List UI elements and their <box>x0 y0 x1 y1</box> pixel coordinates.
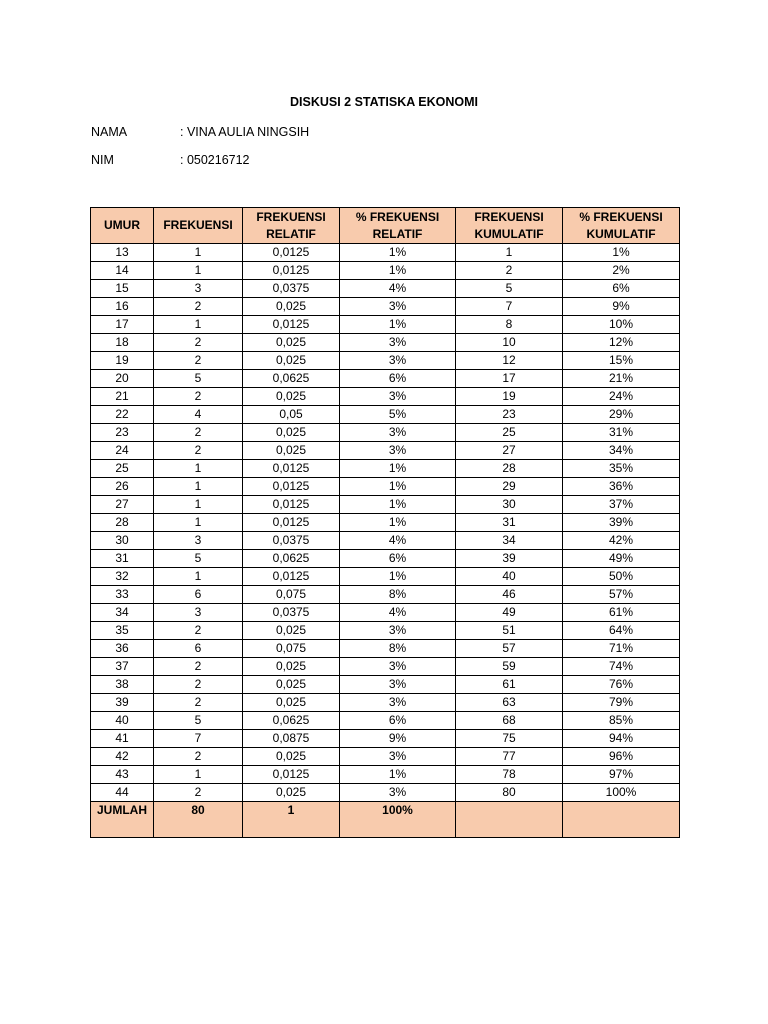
cell-umur: 25 <box>91 460 154 478</box>
cell-pct-relatif: 3% <box>340 784 456 802</box>
cell-kumulatif: 31 <box>456 514 563 532</box>
cell-kumulatif: 8 <box>456 316 563 334</box>
cell-pct-relatif: 1% <box>340 766 456 784</box>
cell-frekuensi-relatif: 0,0125 <box>243 460 340 478</box>
cell-pct-kumulatif: 50% <box>563 568 680 586</box>
cell-pct-kumulatif: 12% <box>563 334 680 352</box>
cell-frekuensi: 1 <box>154 316 243 334</box>
cell-umur: 32 <box>91 568 154 586</box>
cell-frekuensi: 1 <box>154 766 243 784</box>
cell-frekuensi: 1 <box>154 514 243 532</box>
cell-umur: 16 <box>91 298 154 316</box>
cell-kumulatif: 46 <box>456 586 563 604</box>
table-row <box>91 712 680 730</box>
cell-pct-kumulatif: 35% <box>563 460 680 478</box>
cell-frekuensi-relatif: 0,0125 <box>243 316 340 334</box>
table-row <box>91 766 680 784</box>
cell-umur: 15 <box>91 280 154 298</box>
table-row <box>91 460 680 478</box>
cell-frekuensi-relatif: 0,025 <box>243 658 340 676</box>
cell-frekuensi: 4 <box>154 406 243 424</box>
cell-kumulatif: 30 <box>456 496 563 514</box>
cell-frekuensi-relatif: 0,0125 <box>243 244 340 262</box>
cell-frekuensi-relatif: 0,025 <box>243 694 340 712</box>
cell-pct-relatif: 3% <box>340 424 456 442</box>
cell-frekuensi-relatif: 0,05 <box>243 406 340 424</box>
frequency-table <box>90 207 680 838</box>
cell-kumulatif: 29 <box>456 478 563 496</box>
cell-frekuensi-relatif: 0,0875 <box>243 730 340 748</box>
cell-frekuensi-relatif: 0,025 <box>243 748 340 766</box>
cell-umur: 22 <box>91 406 154 424</box>
cell-kumulatif: 28 <box>456 460 563 478</box>
cell-pct-relatif: 1% <box>340 478 456 496</box>
cell-pct-relatif: 9% <box>340 730 456 748</box>
cell-kumulatif: 12 <box>456 352 563 370</box>
cell-pct-relatif: 1% <box>340 460 456 478</box>
cell-frekuensi-relatif: 0,0625 <box>243 712 340 730</box>
cell-pct-kumulatif: 100% <box>563 784 680 802</box>
nama-label: NAMA <box>91 125 128 139</box>
cell-frekuensi: 2 <box>154 298 243 316</box>
cell-pct-relatif: 1% <box>340 316 456 334</box>
cell-frekuensi: 6 <box>154 640 243 658</box>
table-row <box>91 694 680 712</box>
cell-kumulatif: 59 <box>456 658 563 676</box>
cell-umur: 42 <box>91 748 154 766</box>
cell-pct-kumulatif: 9% <box>563 298 680 316</box>
cell-umur: 18 <box>91 334 154 352</box>
cell-frekuensi: 2 <box>154 748 243 766</box>
cell-frekuensi-relatif: 0,025 <box>243 442 340 460</box>
total-row <box>91 802 680 838</box>
cell-kumulatif: 19 <box>456 388 563 406</box>
cell-frekuensi: 1 <box>154 478 243 496</box>
table-row <box>91 424 680 442</box>
cell-pct-relatif: 3% <box>340 442 456 460</box>
cell-umur: 19 <box>91 352 154 370</box>
cell-kumulatif: 25 <box>456 424 563 442</box>
cell-pct-relatif: 3% <box>340 748 456 766</box>
cell-pct-relatif: 6% <box>340 550 456 568</box>
cell-kumulatif: 1 <box>456 244 563 262</box>
cell-pct-relatif: 1% <box>340 262 456 280</box>
cell-frekuensi: 5 <box>154 712 243 730</box>
cell-pct-kumulatif: 24% <box>563 388 680 406</box>
cell-pct-relatif: 3% <box>340 352 456 370</box>
cell-frekuensi-relatif: 0,025 <box>243 622 340 640</box>
cell-kumulatif: 10 <box>456 334 563 352</box>
cell-umur: 36 <box>91 640 154 658</box>
header-frekuensi-kumulatif: FREKUENSI KUMULATIF <box>456 208 563 244</box>
table-row <box>91 334 680 352</box>
table-row <box>91 316 680 334</box>
cell-pct-kumulatif: 34% <box>563 442 680 460</box>
cell-frekuensi: 1 <box>154 568 243 586</box>
total-pct-relatif: 100% <box>340 802 456 838</box>
cell-kumulatif: 57 <box>456 640 563 658</box>
cell-umur: 31 <box>91 550 154 568</box>
cell-pct-kumulatif: 1% <box>563 244 680 262</box>
cell-frekuensi: 1 <box>154 496 243 514</box>
cell-frekuensi-relatif: 0,0625 <box>243 370 340 388</box>
cell-pct-kumulatif: 79% <box>563 694 680 712</box>
cell-pct-relatif: 3% <box>340 622 456 640</box>
cell-frekuensi: 2 <box>154 658 243 676</box>
table-row <box>91 586 680 604</box>
table-row <box>91 550 680 568</box>
cell-kumulatif: 80 <box>456 784 563 802</box>
cell-frekuensi-relatif: 0,0125 <box>243 262 340 280</box>
cell-kumulatif: 5 <box>456 280 563 298</box>
cell-kumulatif: 49 <box>456 604 563 622</box>
cell-frekuensi: 1 <box>154 244 243 262</box>
cell-frekuensi: 2 <box>154 676 243 694</box>
cell-umur: 40 <box>91 712 154 730</box>
cell-umur: 17 <box>91 316 154 334</box>
cell-pct-relatif: 3% <box>340 388 456 406</box>
cell-umur: 34 <box>91 604 154 622</box>
cell-pct-relatif: 3% <box>340 334 456 352</box>
cell-frekuensi: 2 <box>154 424 243 442</box>
cell-frekuensi: 1 <box>154 460 243 478</box>
cell-frekuensi-relatif: 0,025 <box>243 334 340 352</box>
cell-kumulatif: 78 <box>456 766 563 784</box>
cell-kumulatif: 34 <box>456 532 563 550</box>
cell-pct-kumulatif: 64% <box>563 622 680 640</box>
cell-pct-kumulatif: 31% <box>563 424 680 442</box>
table-row <box>91 532 680 550</box>
document-title: DISKUSI 2 STATISKA EKONOMI <box>290 95 478 109</box>
table-row <box>91 568 680 586</box>
cell-pct-relatif: 3% <box>340 676 456 694</box>
table-row <box>91 370 680 388</box>
cell-frekuensi: 2 <box>154 334 243 352</box>
header-frekuensi-relatif: FREKUENSI RELATIF <box>243 208 340 244</box>
table-row <box>91 604 680 622</box>
cell-kumulatif: 17 <box>456 370 563 388</box>
cell-frekuensi-relatif: 0,0125 <box>243 496 340 514</box>
cell-frekuensi: 5 <box>154 370 243 388</box>
cell-frekuensi-relatif: 0,075 <box>243 640 340 658</box>
nim-label: NIM <box>91 153 114 167</box>
table-row <box>91 244 680 262</box>
table-row <box>91 388 680 406</box>
header-umur: UMUR <box>91 208 154 244</box>
cell-pct-relatif: 1% <box>340 568 456 586</box>
table-row <box>91 640 680 658</box>
cell-umur: 41 <box>91 730 154 748</box>
cell-kumulatif: 77 <box>456 748 563 766</box>
cell-umur: 38 <box>91 676 154 694</box>
cell-pct-kumulatif: 61% <box>563 604 680 622</box>
cell-frekuensi: 3 <box>154 280 243 298</box>
cell-umur: 21 <box>91 388 154 406</box>
nim-value: : 050216712 <box>180 153 250 167</box>
cell-frekuensi: 2 <box>154 352 243 370</box>
cell-umur: 28 <box>91 514 154 532</box>
cell-pct-relatif: 8% <box>340 586 456 604</box>
cell-frekuensi: 2 <box>154 388 243 406</box>
cell-frekuensi: 3 <box>154 532 243 550</box>
cell-kumulatif: 75 <box>456 730 563 748</box>
cell-frekuensi: 3 <box>154 604 243 622</box>
cell-frekuensi-relatif: 0,0375 <box>243 604 340 622</box>
total-frekuensi-relatif: 1 <box>243 802 340 838</box>
cell-pct-kumulatif: 42% <box>563 532 680 550</box>
cell-frekuensi-relatif: 0,075 <box>243 586 340 604</box>
cell-pct-kumulatif: 76% <box>563 676 680 694</box>
cell-kumulatif: 2 <box>456 262 563 280</box>
cell-pct-kumulatif: 49% <box>563 550 680 568</box>
cell-frekuensi-relatif: 0,0375 <box>243 532 340 550</box>
cell-pct-relatif: 4% <box>340 532 456 550</box>
cell-pct-kumulatif: 6% <box>563 280 680 298</box>
cell-frekuensi-relatif: 0,025 <box>243 352 340 370</box>
cell-frekuensi-relatif: 0,0125 <box>243 478 340 496</box>
table-row <box>91 262 680 280</box>
cell-umur: 39 <box>91 694 154 712</box>
cell-pct-kumulatif: 2% <box>563 262 680 280</box>
total-kumulatif <box>456 802 563 838</box>
cell-pct-kumulatif: 29% <box>563 406 680 424</box>
table-row <box>91 676 680 694</box>
cell-kumulatif: 40 <box>456 568 563 586</box>
cell-pct-kumulatif: 39% <box>563 514 680 532</box>
cell-frekuensi-relatif: 0,0125 <box>243 766 340 784</box>
cell-frekuensi-relatif: 0,025 <box>243 784 340 802</box>
cell-pct-relatif: 1% <box>340 514 456 532</box>
total-pct-kumulatif <box>563 802 680 838</box>
cell-pct-kumulatif: 97% <box>563 766 680 784</box>
cell-umur: 37 <box>91 658 154 676</box>
cell-pct-kumulatif: 85% <box>563 712 680 730</box>
cell-pct-kumulatif: 10% <box>563 316 680 334</box>
table-row <box>91 280 680 298</box>
table-row <box>91 352 680 370</box>
cell-umur: 26 <box>91 478 154 496</box>
cell-umur: 44 <box>91 784 154 802</box>
cell-umur: 13 <box>91 244 154 262</box>
cell-pct-relatif: 6% <box>340 370 456 388</box>
table-row <box>91 658 680 676</box>
cell-pct-kumulatif: 96% <box>563 748 680 766</box>
cell-pct-kumulatif: 94% <box>563 730 680 748</box>
cell-frekuensi-relatif: 0,0625 <box>243 550 340 568</box>
table-row <box>91 478 680 496</box>
cell-pct-relatif: 3% <box>340 658 456 676</box>
cell-pct-relatif: 1% <box>340 244 456 262</box>
cell-umur: 30 <box>91 532 154 550</box>
total-frekuensi: 80 <box>154 802 243 838</box>
cell-umur: 23 <box>91 424 154 442</box>
cell-frekuensi: 1 <box>154 262 243 280</box>
table-row <box>91 784 680 802</box>
cell-umur: 24 <box>91 442 154 460</box>
cell-frekuensi-relatif: 0,025 <box>243 676 340 694</box>
cell-pct-kumulatif: 71% <box>563 640 680 658</box>
cell-pct-kumulatif: 21% <box>563 370 680 388</box>
cell-pct-relatif: 4% <box>340 604 456 622</box>
cell-frekuensi: 6 <box>154 586 243 604</box>
cell-umur: 27 <box>91 496 154 514</box>
cell-pct-relatif: 8% <box>340 640 456 658</box>
table-row <box>91 406 680 424</box>
cell-kumulatif: 27 <box>456 442 563 460</box>
header-pct-frekuensi-kumulatif: % FREKUENSI KUMULATIF <box>563 208 680 244</box>
cell-kumulatif: 23 <box>456 406 563 424</box>
cell-pct-kumulatif: 74% <box>563 658 680 676</box>
cell-pct-relatif: 1% <box>340 496 456 514</box>
cell-umur: 33 <box>91 586 154 604</box>
table-row <box>91 298 680 316</box>
header-pct-frekuensi-relatif: % FREKUENSI RELATIF <box>340 208 456 244</box>
cell-kumulatif: 63 <box>456 694 563 712</box>
cell-pct-kumulatif: 15% <box>563 352 680 370</box>
cell-frekuensi: 5 <box>154 550 243 568</box>
cell-pct-relatif: 5% <box>340 406 456 424</box>
table-row <box>91 730 680 748</box>
cell-frekuensi: 2 <box>154 694 243 712</box>
cell-frekuensi-relatif: 0,0375 <box>243 280 340 298</box>
cell-frekuensi: 7 <box>154 730 243 748</box>
cell-pct-relatif: 3% <box>340 694 456 712</box>
cell-pct-kumulatif: 37% <box>563 496 680 514</box>
cell-umur: 20 <box>91 370 154 388</box>
cell-frekuensi: 2 <box>154 442 243 460</box>
table-row <box>91 748 680 766</box>
table-row <box>91 496 680 514</box>
cell-pct-relatif: 6% <box>340 712 456 730</box>
table-row <box>91 514 680 532</box>
table-header-row <box>91 208 680 244</box>
cell-kumulatif: 39 <box>456 550 563 568</box>
total-label: JUMLAH <box>91 802 154 838</box>
header-frekuensi: FREKUENSI <box>154 208 243 244</box>
cell-frekuensi-relatif: 0,0125 <box>243 568 340 586</box>
cell-pct-kumulatif: 36% <box>563 478 680 496</box>
cell-kumulatif: 51 <box>456 622 563 640</box>
cell-pct-relatif: 4% <box>340 280 456 298</box>
cell-frekuensi: 2 <box>154 784 243 802</box>
nama-value: : VINA AULIA NINGSIH <box>180 125 310 139</box>
cell-frekuensi-relatif: 0,025 <box>243 388 340 406</box>
table-row <box>91 622 680 640</box>
table-row <box>91 442 680 460</box>
cell-umur: 43 <box>91 766 154 784</box>
cell-kumulatif: 61 <box>456 676 563 694</box>
cell-kumulatif: 68 <box>456 712 563 730</box>
cell-frekuensi-relatif: 0,025 <box>243 424 340 442</box>
cell-kumulatif: 7 <box>456 298 563 316</box>
cell-umur: 14 <box>91 262 154 280</box>
cell-pct-relatif: 3% <box>340 298 456 316</box>
cell-frekuensi: 2 <box>154 622 243 640</box>
cell-frekuensi-relatif: 0,0125 <box>243 514 340 532</box>
cell-frekuensi-relatif: 0,025 <box>243 298 340 316</box>
cell-umur: 35 <box>91 622 154 640</box>
cell-pct-kumulatif: 57% <box>563 586 680 604</box>
